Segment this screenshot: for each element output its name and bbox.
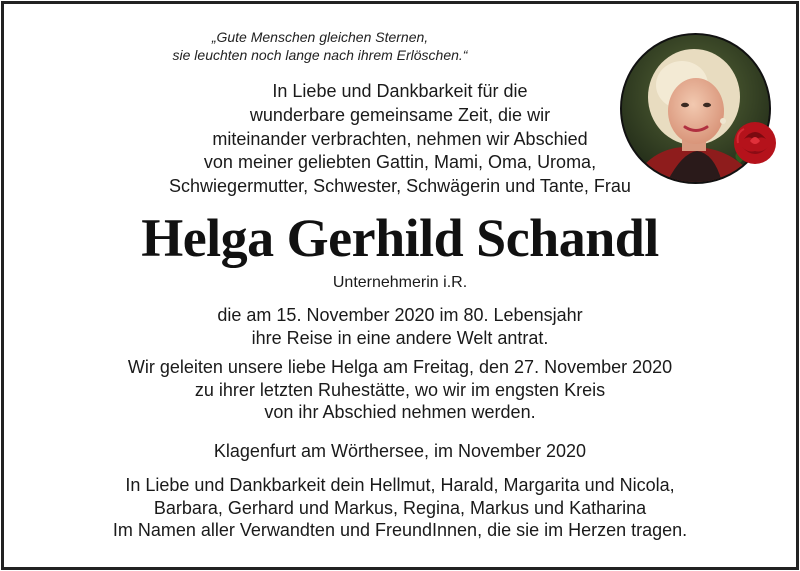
signature-line: Im Namen aller Verwandten und FreundInnen, die sie im Herzen tragen. (112, 520, 688, 540)
place-date: Klagenfurt am Wörthersee, im November 2020 (213, 441, 587, 461)
death-notice (60, 304, 740, 349)
signatures (60, 474, 740, 542)
intro-line: Schwiegermutter, Schwester, Schwägerin und Tante, Frau (169, 176, 631, 197)
intro-line: von meiner geliebten Gattin, Mami, Oma, Uroma, (203, 152, 597, 173)
funeral-line: zu ihrer letzten Ruhestätte, wo wir im engsten Kreis (194, 379, 606, 400)
quote-line: „Gute Menschen gleichen Sternen, (211, 29, 429, 45)
intro-line: wunderbare gemeinsame Zeit, die wir (249, 104, 551, 125)
red-rose-icon (730, 117, 780, 171)
intro-text (120, 80, 680, 199)
funeral-notice (60, 356, 740, 424)
quote (150, 28, 490, 64)
intro-line: miteinander verbrachten, nehmen wir Abschied (212, 128, 588, 149)
death-line: ihre Reise in eine andere Welt antrat. (251, 327, 549, 348)
quote-line: sie leuchten noch lange nach ihrem Erlöschen.“ (172, 47, 468, 63)
death-line: die am 15. November 2020 im 80. Lebensjahr (217, 305, 583, 325)
intro-line: In Liebe und Dankbarkeit für die (272, 81, 528, 101)
funeral-line: Wir geleiten unsere liebe Helga am Freitag, den 27. November 2020 (127, 357, 673, 377)
funeral-line: von ihr Abschied nehmen werden. (264, 402, 536, 422)
occupation: Unternehmerin i.R. (332, 274, 468, 291)
signature-line: In Liebe und Dankbarkeit dein Hellmut, Harald, Margarita und Nicola, (125, 475, 675, 495)
deceased-name: Helga Gerhild Schandl (141, 208, 659, 268)
signature-line: Barbara, Gerhard und Markus, Regina, Markus und Katharina (153, 497, 647, 518)
